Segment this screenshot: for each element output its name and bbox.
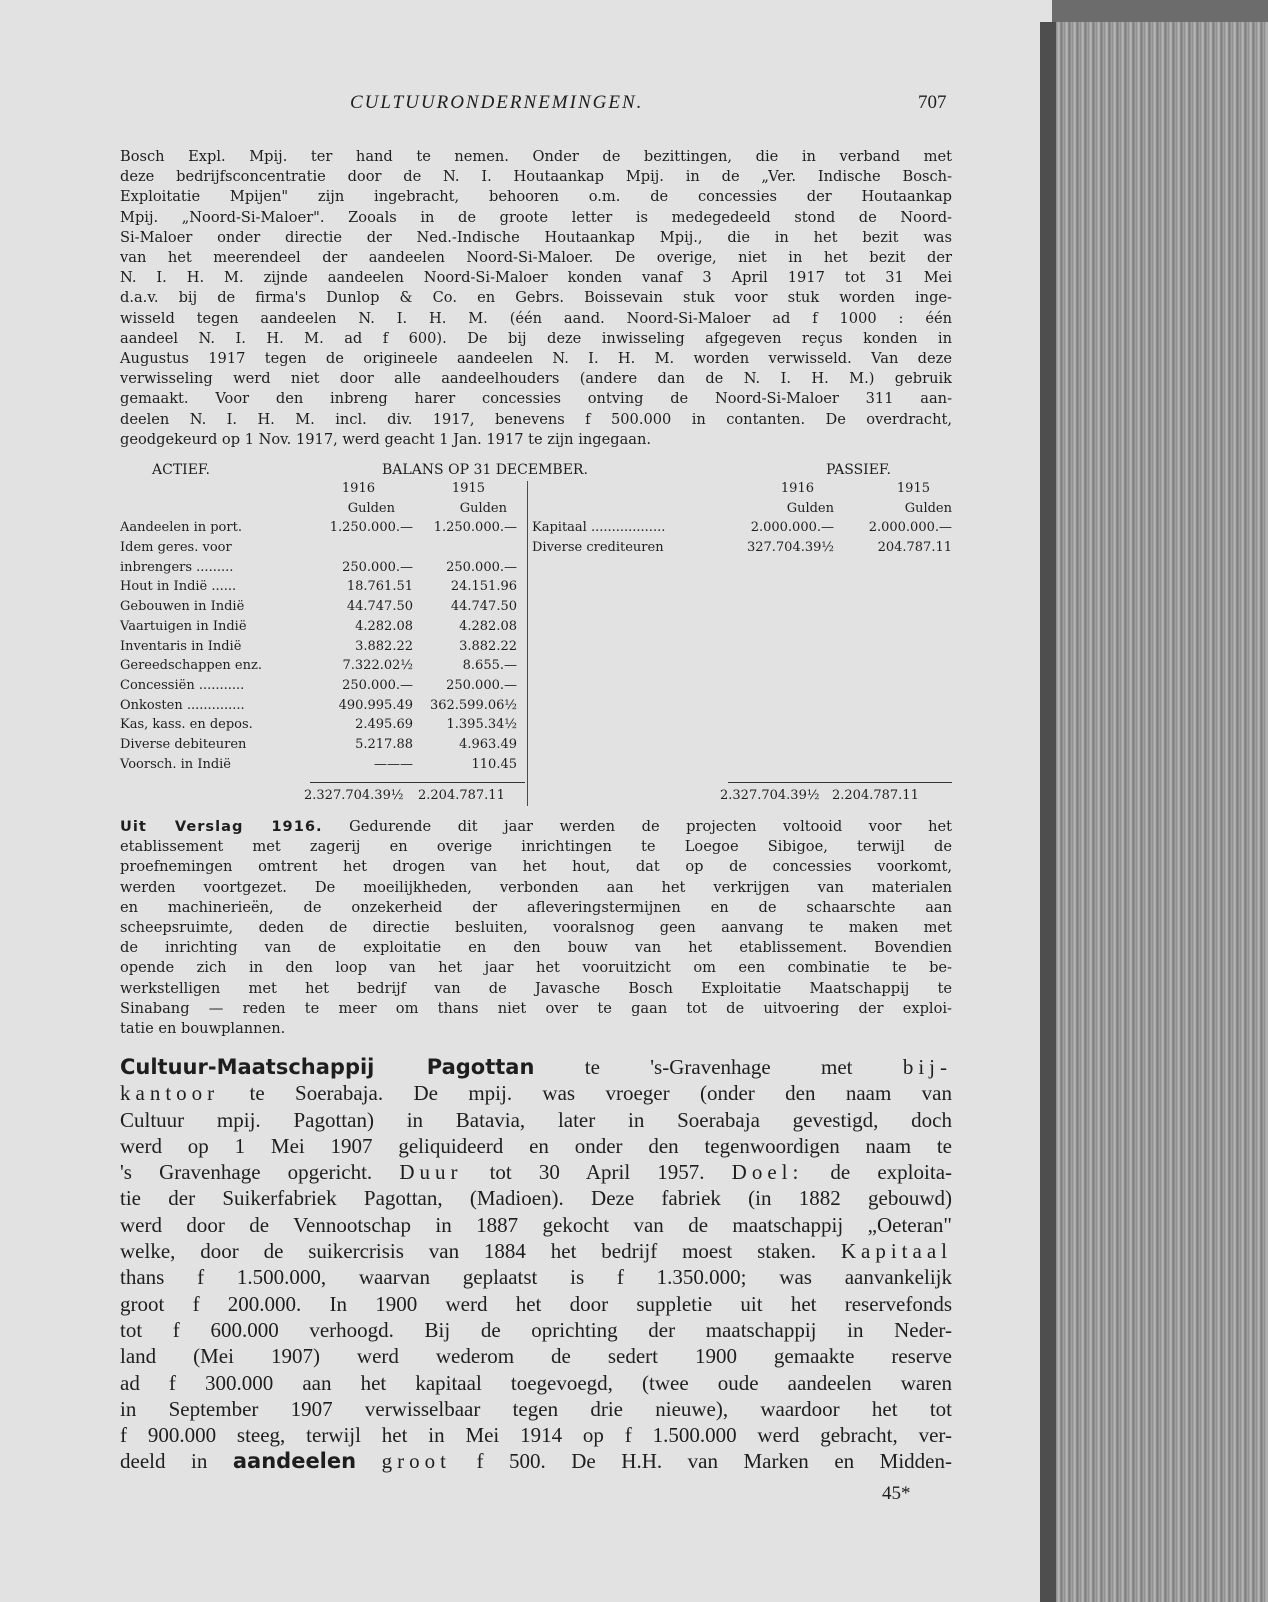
text-line — [120, 1448, 952, 1474]
text-line: Sinabang — reden te meer om thans niet over te gaan tot de uitvoering der exploi- — [120, 999, 952, 1017]
year-1915: 1915 — [451, 481, 485, 496]
text-span — [356, 1449, 382, 1473]
text-line — [120, 817, 952, 837]
text-line: thans f 1.500.000, waarvan geplaatst is f 1.350.000; was aanvankelijk — [120, 1265, 952, 1290]
liability-value-1915: 2.000.000.— — [868, 520, 952, 536]
text-line: d.a.v. bij de firma's Dunlop & Co. en Gebrs. Boissevain stuk voor stuk worden inge- — [120, 289, 952, 307]
currency-header-row — [120, 501, 525, 521]
asset-row — [120, 520, 525, 540]
text-span: te 's-Gravenhage met — [534, 1055, 903, 1079]
asset-value-1916: ——— — [374, 756, 413, 772]
assets-total-1916: 2.327.704.39½ — [304, 788, 404, 803]
text-line: proefnemingen omtrent het drogen van het hout, dat op de concessies voorkomt, — [120, 858, 952, 876]
spaced-term: Duur — [399, 1160, 463, 1185]
text-line — [120, 1238, 952, 1264]
text-line: wisseld tegen aandeelen N. I. H. M. (één aand. Noord-Si-Maloer ad f 1000 : één — [120, 309, 952, 327]
text-line: Si-Maloer onder directie der Ned.-Indische Houtaankap Mpij., die in het bezit was — [120, 228, 952, 246]
text-line: groot f 200.000. In 1900 werd het door suppletie uit het reservefonds — [120, 1291, 952, 1316]
asset-value-1915: 44.747.50 — [450, 599, 517, 615]
text-line: tatie en bouwplannen. — [120, 1020, 286, 1038]
text-line: geodgekeurd op 1 Nov. 1917, werd geacht 1 Jan. 1917 te zijn ingegaan. — [120, 430, 652, 448]
spaced-term: Doel: — [731, 1160, 804, 1185]
book-gutter — [1040, 22, 1056, 1602]
text-line: werkstelligen met het bedrijf van de Javasche Bosch Exploitatie Maatschappij te — [120, 979, 952, 997]
asset-row — [120, 639, 525, 659]
currency-header-row — [532, 501, 952, 521]
text-line: werd door de Vennootschap in 1887 gekocht van de maatschappij „Oeteran" — [120, 1212, 952, 1237]
asset-row — [120, 579, 525, 599]
asset-value-1915: 1.395.34½ — [446, 717, 517, 733]
asset-value-1916: 44.747.50 — [346, 599, 413, 615]
liabilities-rows — [532, 520, 952, 559]
text-line: in September 1907 verwisselbaar tegen drie nieuwe), waardoor het tot — [120, 1396, 952, 1421]
asset-value-1915: 8.655.— — [462, 658, 517, 674]
asset-value-1915: 4.963.49 — [459, 736, 517, 752]
asset-label: Idem geres. voor — [120, 540, 232, 556]
text-line: verwisseling werd niet door alle aandeelhouders (andere dan de N. I. H. M.) gebruik — [120, 370, 952, 388]
asset-value-1915: 110.45 — [471, 756, 517, 772]
liability-label: Diverse crediteuren — [532, 540, 664, 556]
asset-value-1916: 490.995.49 — [338, 697, 413, 713]
text-line: Mpij. „Noord-Si-Maloer". Zooals in de groote letter is medegedeeld stond de Noord- — [120, 208, 952, 226]
text-line: Cultuur mpij. Pagottan) in Batavia, later in Soerabaja gevestigd, doch — [120, 1107, 952, 1132]
text-line: deelen N. I. H. M. incl. div. 1917, benevens f 500.000 in contanten. De overdracht, — [120, 410, 952, 428]
balance-title: BALANS OP 31 DECEMBER. — [382, 462, 588, 478]
report-first-line: Gedurende dit jaar werden de projecten voltooid voor het — [322, 818, 952, 835]
asset-value-1915: 250.000.— — [446, 559, 517, 575]
text-line: ad f 300.000 aan het kapitaal toegevoegd, (twee oude aandeelen waren — [120, 1370, 952, 1395]
asset-label: Hout in Indië ...... — [120, 579, 237, 595]
text-line: en machinerieën, de onzekerheid der afleveringstermijnen en de schaarschte aan — [120, 898, 952, 916]
text-line: N. I. H. M. zijnde aandeelen Noord-Si-Maloer konden vanaf 3 April 1917 tot 31 Mei — [120, 269, 952, 287]
asset-value-1915: 250.000.— — [446, 677, 517, 693]
company-name: Cultuur-Maatschappij Pagottan — [120, 1055, 535, 1079]
asset-row — [120, 599, 525, 619]
text-span: f 500. De H.H. van Marken en Midden- — [450, 1449, 952, 1474]
assets-rows — [120, 520, 525, 776]
report-heading: Uit Verslag 1916. — [120, 818, 323, 835]
liability-value-1915: 204.787.11 — [877, 540, 952, 556]
asset-row — [120, 619, 525, 639]
signature-mark: 45* — [882, 1483, 911, 1504]
asset-value-1915: 1.250.000.— — [433, 520, 517, 536]
totals-row — [120, 788, 952, 808]
text-line: gemaakt. Voor den inbreng harer concessies ontving de Noord-Si-Maloer 311 aan- — [120, 390, 952, 408]
asset-value-1916: 18.761.51 — [346, 579, 413, 595]
asset-label: Aandeelen in port. — [120, 520, 242, 536]
asset-row — [120, 658, 525, 678]
currency-1915: Gulden — [459, 500, 507, 516]
text-line: van het meerendeel der aandeelen Noord-Si-Maloer. De overige, niet in het bezit der — [120, 249, 952, 267]
text-line: deze bedrijfsconcentratie door de N. I. Houtaankap Mpij. in de „Ver. Indische Bosch- — [120, 168, 952, 186]
assets-total-rule — [310, 782, 525, 783]
asset-value-1916: 4.282.08 — [355, 618, 413, 634]
asset-value-1915: 24.151.96 — [450, 579, 517, 595]
text-line — [120, 1080, 952, 1106]
asset-value-1915: 4.282.08 — [459, 618, 517, 634]
liability-row — [532, 540, 952, 560]
currency-1916: Gulden — [347, 500, 395, 516]
year-1916: 1916 — [780, 481, 814, 496]
asset-row — [120, 698, 525, 718]
asset-label: Concessiën ........... — [120, 677, 245, 693]
page-number: 707 — [918, 92, 947, 113]
running-head: CULTUURONDERNEMINGEN. — [350, 92, 644, 113]
text-span: 's Gravenhage opgericht. — [120, 1160, 400, 1185]
passief-label: PASSIEF. — [826, 462, 891, 478]
liability-value-1916: 2.000.000.— — [750, 520, 834, 536]
text-line: werd op 1 Mei 1907 geliquideerd en onder den tegenwoordigen naam te — [120, 1133, 952, 1158]
liabilities-column — [532, 481, 952, 560]
liabilities-total-rule — [728, 782, 952, 783]
text-span: de exploita- — [803, 1160, 953, 1185]
asset-value-1916: 3.882.22 — [355, 638, 413, 654]
spaced-term: kantoor — [120, 1081, 220, 1106]
text-line: f 900.000 steeg, terwijl het in Mei 1914 op f 1.500.000 werd gebracht, ver- — [120, 1423, 952, 1448]
asset-value-1916: 7.322.02½ — [342, 658, 413, 674]
currency-1916: Gulden — [786, 500, 834, 516]
text-line: opende zich in den loop van het jaar het vooruitzicht om een combinatie te be- — [120, 959, 952, 977]
spaced-term: Kapitaal — [840, 1239, 952, 1264]
asset-label: Gereedschappen enz. — [120, 658, 262, 674]
text-span: te Soerabaja. De mpij. was vroeger (onder den naam van — [219, 1081, 952, 1106]
text-line: Augustus 1917 tegen de origineele aandeelen N. I. H. M. worden verwisseld. Van deze — [120, 350, 952, 368]
paragraph-pagottan — [120, 1054, 952, 1475]
asset-value-1915: 3.882.22 — [459, 638, 517, 654]
year-header-row — [532, 481, 952, 501]
liabilities-total-1915: 2.204.787.11 — [832, 788, 919, 803]
text-line: Exploitatie Mpijen" zijn ingebracht, behooren o.m. de concessies der Houtaankap — [120, 188, 952, 206]
paragraph-report-1916 — [120, 817, 952, 1039]
text-line: de inrichting van de exploitatie en den bouw van het etablissement. Bovendien — [120, 939, 952, 957]
asset-row — [120, 540, 525, 560]
assets-total-1915: 2.204.787.11 — [418, 788, 505, 803]
asset-label: Inventaris in Indië — [120, 638, 242, 654]
year-1916: 1916 — [341, 481, 375, 496]
bold-term: aandeelen — [232, 1449, 357, 1474]
text-line: aandeel N. I. H. M. ad f 600). De bij deze inwisseling afgegeven reçus konden in — [120, 329, 952, 347]
asset-value-1916: 5.217.88 — [355, 736, 413, 752]
text-line: Bosch Expl. Mpij. ter hand te nemen. Onder de bezittingen, die in verband met — [120, 148, 952, 165]
text-line — [120, 1159, 952, 1185]
page-edges — [1056, 22, 1268, 1602]
asset-label: Onkosten .............. — [120, 697, 245, 713]
asset-row — [120, 560, 525, 580]
asset-row — [120, 717, 525, 737]
liabilities-total-1916: 2.327.704.39½ — [720, 788, 820, 803]
asset-row — [120, 737, 525, 757]
asset-label: Diverse debiteuren — [120, 736, 247, 752]
paragraph-intro — [120, 147, 952, 450]
asset-label: Vaartuigen in Indië — [120, 618, 247, 634]
asset-row — [120, 678, 525, 698]
text-line — [120, 1054, 952, 1080]
asset-label: Gebouwen in Indië — [120, 599, 245, 615]
asset-value-1916: 2.495.69 — [355, 717, 413, 733]
text-line: tie der Suikerfabriek Pagottan, (Madioen). Deze fabriek (in 1882 gebouwd) — [120, 1186, 952, 1211]
currency-1915: Gulden — [904, 500, 952, 516]
text-line: scheepsruimte, deden de directie besluiten, vooralsnog geen aanvang te maken met — [120, 919, 952, 937]
spaced-term: bij- — [902, 1055, 952, 1079]
year-1915: 1915 — [896, 481, 930, 496]
text-span: deeld in — [120, 1449, 233, 1474]
spaced-term: groot — [381, 1449, 451, 1474]
text-span: welke, door de suikercrisis van 1884 het bedrijf moest staken. — [120, 1239, 841, 1264]
year-header-row — [120, 481, 525, 501]
asset-row — [120, 757, 525, 777]
assets-column — [120, 481, 525, 776]
asset-label: inbrengers ......... — [120, 559, 234, 575]
liability-row — [532, 520, 952, 540]
asset-value-1915: 362.599.06½ — [429, 697, 517, 713]
column-divider — [527, 481, 528, 806]
text-line: werden voortgezet. De moeilijkheden, verbonden aan het verkrijgen van materialen — [120, 878, 952, 896]
actief-label: ACTIEF. — [152, 462, 210, 478]
asset-label: Kas, kass. en depos. — [120, 717, 253, 733]
text-line: tot f 600.000 verhoogd. Bij de oprichting der maatschappij in Neder- — [120, 1317, 952, 1342]
text-line: land (Mei 1907) werd wederom de sedert 1900 gemaakte reserve — [120, 1344, 952, 1369]
asset-value-1916: 250.000.— — [342, 677, 413, 693]
text-span: tot 30 April 1957. — [462, 1160, 732, 1185]
asset-value-1916: 250.000.— — [342, 559, 413, 575]
asset-label: Voorsch. in Indië — [120, 756, 231, 772]
text-line: etablissement met zagerij en overige inrichtingen te Loegoe Sibigoe, terwijl de — [120, 838, 952, 856]
asset-value-1916: 1.250.000.— — [329, 520, 413, 536]
liability-value-1916: 327.704.39½ — [746, 540, 834, 556]
liability-label: Kapitaal .................. — [532, 520, 666, 536]
